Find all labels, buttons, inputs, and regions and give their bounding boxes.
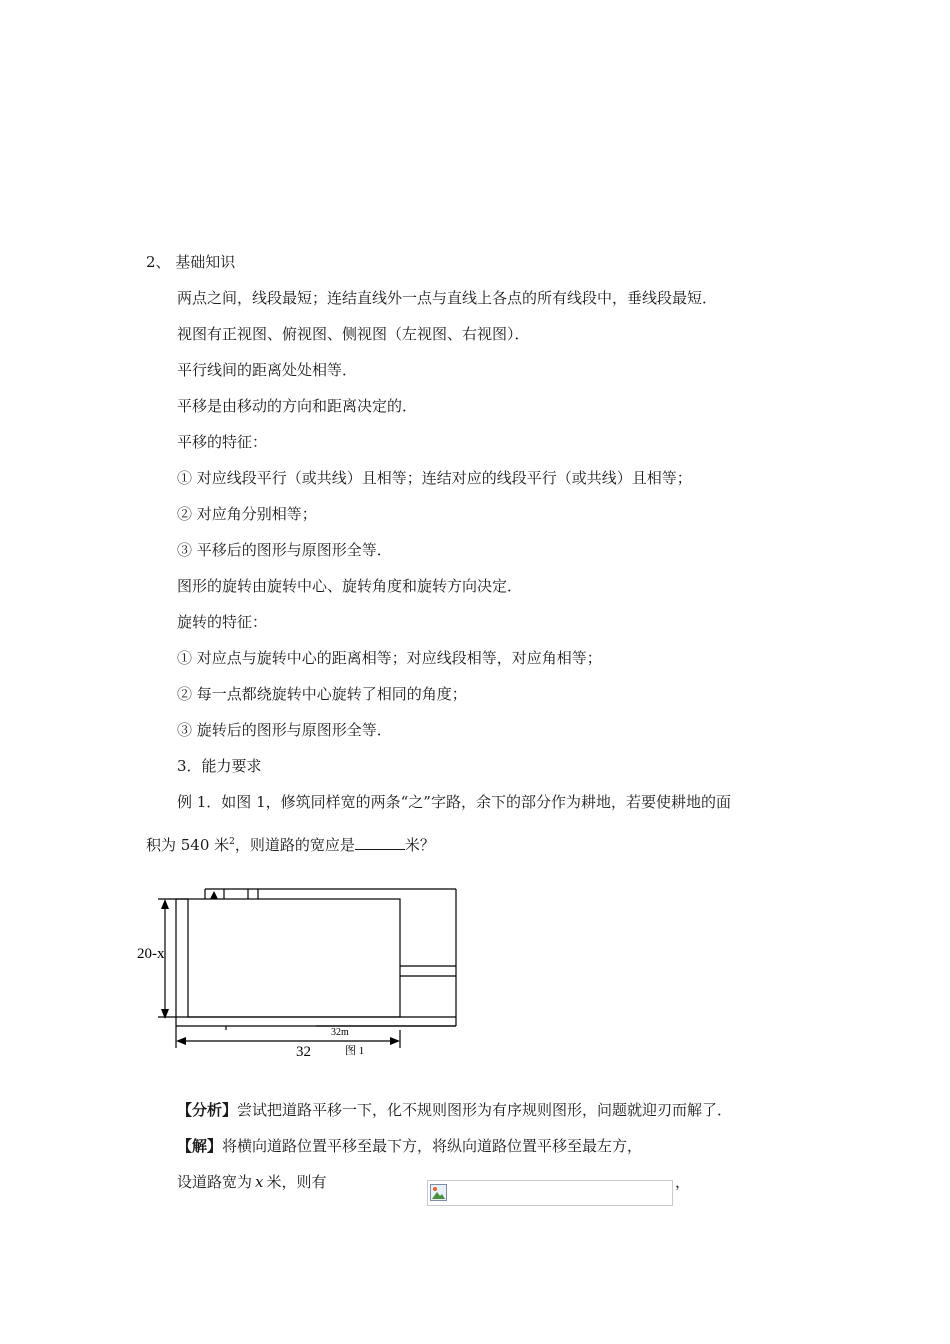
broken-image-icon	[430, 1184, 447, 1201]
label-32m: 32m	[331, 1027, 349, 1038]
analysis-tag: 【分析】	[177, 1101, 238, 1119]
figure-caption: 图 1	[345, 1045, 365, 1057]
solution-text: 将横向道路位置平移至最下方，将纵向道路位置平移至最左方，	[222, 1137, 643, 1155]
knowledge-line-1: 两点之间，线段最短；连结直线外一点与直线上各点的所有线段中，垂线段最短．	[177, 289, 718, 307]
setup-prefix: 设道路宽为	[177, 1173, 253, 1191]
example-unit-text: 米？	[404, 836, 435, 854]
knowledge-line-13: ③ 旋转后的图形与原图形全等．	[177, 721, 392, 739]
knowledge-line-12: ② 每一点都绕旋转中心旋转了相同的角度；	[177, 685, 467, 703]
setup-line	[177, 1172, 327, 1192]
example-line-1: 例 1．如图 1，修筑同样宽的两条“之”字路，余下的部分作为耕地，若要使耕地的面	[177, 793, 731, 811]
knowledge-line-11: ① 对应点与旋转中心的距离相等；对应线段相等，对应角相等；	[177, 649, 602, 667]
label-20-x: 20-x	[137, 946, 165, 962]
analysis-line	[177, 1100, 732, 1120]
arrowhead-left	[176, 1037, 186, 1045]
ability-title: 3．能力要求	[177, 757, 262, 775]
solution-line	[177, 1136, 642, 1156]
setup-suffix: 米，则有	[266, 1173, 327, 1191]
knowledge-line-4: 平移是由移动的方向和距离决定的．	[177, 397, 418, 415]
knowledge-line-8: ③ 平移后的图形与原图形全等．	[177, 541, 392, 559]
solution-tag: 【解】	[177, 1137, 223, 1155]
knowledge-line-6: ① 对应线段平行（或共线）且相等；连结对应的线段平行（或共线）且相等；	[177, 469, 692, 487]
knowledge-line-2: 视图有正视图、俯视图、侧视图（左视图、右视图）．	[177, 325, 530, 343]
arrowhead-up	[161, 899, 169, 909]
equation-image-placeholder	[427, 1180, 673, 1206]
field-rect	[188, 899, 400, 1017]
example-area-text: 积为 540 米	[146, 836, 230, 854]
arrowhead-right	[390, 1037, 400, 1045]
knowledge-line-3: 平行线间的距离处处相等．	[177, 361, 358, 379]
setup-trailing-comma: ，	[675, 1173, 691, 1191]
knowledge-line-9: 图形的旋转由旋转中心、旋转角度和旋转方向决定．	[177, 577, 523, 595]
arrowhead-top-small	[210, 891, 218, 899]
knowledge-line-10: 旋转的特征：	[177, 613, 268, 631]
label-32: 32	[296, 1044, 311, 1060]
section-title: 2、 基础知识	[146, 253, 236, 271]
analysis-text: 尝试把道路平移一下，化不规则图形为有序规则图形，问题就迎刃而解了．	[237, 1101, 733, 1119]
example-question-text: ，则道路的宽应是	[234, 836, 355, 854]
variable-x: x	[255, 1173, 264, 1191]
square-superscript: 2	[229, 837, 235, 847]
knowledge-line-5: 平移的特征：	[177, 433, 268, 451]
knowledge-line-7: ② 对应角分别相等；	[177, 505, 317, 523]
